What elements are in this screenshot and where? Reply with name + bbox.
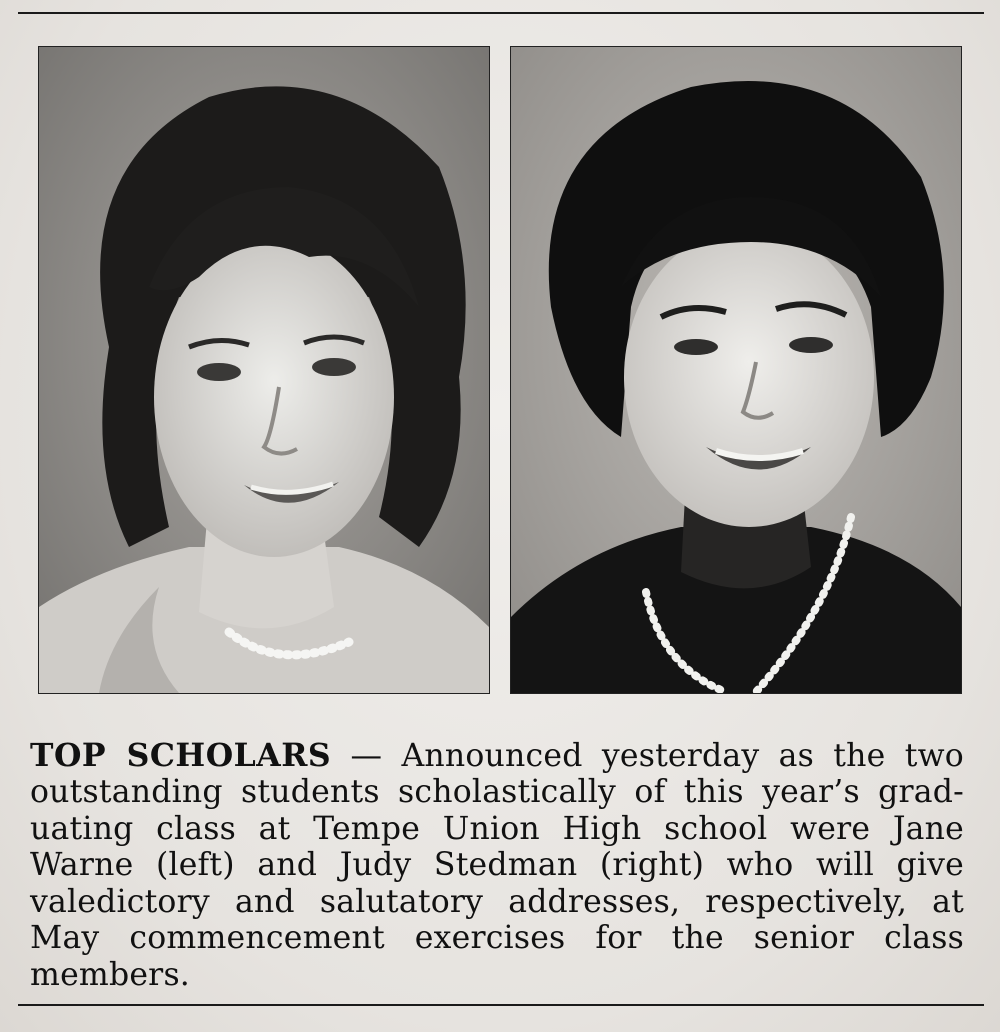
portrait-photo-right	[510, 46, 962, 694]
bottom-rule	[18, 1004, 984, 1006]
caption-headline: TOP SCHOLARS	[30, 736, 332, 774]
photo-caption	[30, 738, 964, 994]
top-rule	[18, 12, 984, 14]
portrait-photo-left	[38, 46, 490, 694]
portrait-right-illustration	[511, 47, 961, 693]
caption-dash: —	[331, 737, 402, 774]
portrait-left-illustration	[39, 47, 489, 693]
caption-body: Announced yesterday as the two outstanding students scholastically of this year’s grad-uating class at Tempe Union High school were Jane Warne (left) and Judy Stedman (right) who will give valedictory and salutatory addresses, respectively, at May commencement exercises for the senior class members.	[30, 737, 964, 993]
